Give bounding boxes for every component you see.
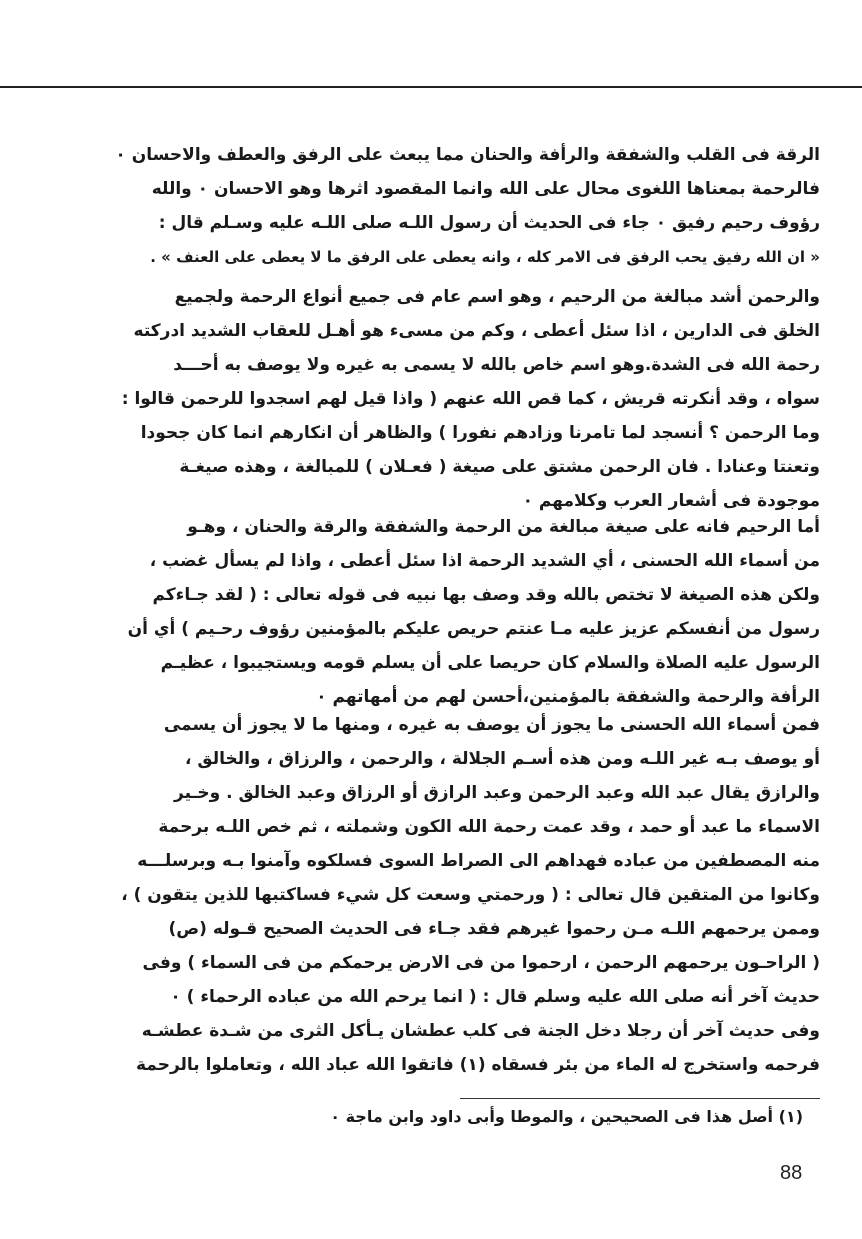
footnote-divider — [460, 1098, 820, 1099]
footnote: (١) أصل هذا فى الصحيحين ، والموطا وأبى داود وابن ماجة ٠ — [330, 1107, 803, 1126]
text-line: من أسماء الله الحسنى ، أي الشديد الرحمة اذا سئل أعطى ، واذا لم يسأل غضب ، — [149, 551, 820, 571]
text-line: ولكن هذه الصيغة لا تختص بالله وقد وصف بها نبيه فى قوله تعالى : ( لقد جـاءكم — [152, 585, 820, 605]
text-line: الرقة فى القلب والشفقة والرأفة والحنان مما يبعث على الرفق والعطف والاحسان ٠ — [115, 145, 820, 165]
text-line: وما الرحمن ؟ أنسجد لما تامرنا وزادهم نفورا ) والظاهر أن انكارهم انما كان جحودا — [140, 423, 820, 443]
text-line: الرأفة والرحمة والشفقة بالمؤمنين،أحسن لهم من أمهاتهم ٠ — [316, 687, 820, 707]
text-line: موجودة فى أشعار العرب وكلامهم ٠ — [522, 491, 820, 511]
paragraph-3 — [58, 510, 820, 714]
text-line: وممن يرحمهم اللـه مـن رحموا غيرهم فقد جـاء فى الحديث الصحيح قـوله (ص) — [168, 919, 820, 939]
text-line: الاسماء ما عبد أو حمد ، وقد عمت رحمة الله الكون وشملته ، ثم خص اللـه برحمة — [158, 817, 820, 837]
page-number: 88 — [780, 1162, 803, 1184]
header-rule — [0, 86, 862, 88]
text-line: « ان الله رفيق يحب الرفق فى الامر كله ، وانه يعطى على الرفق ما لا يعطى على العنف » . — [150, 248, 820, 266]
text-line: أو يوصف بـه غير اللـه ومن هذه أسـم الجلالة ، والرحمن ، والرزاق ، والخالق ، — [185, 749, 820, 769]
text-line: الخلق فى الدارين ، اذا سئل أعطى ، وكم من مسىء هو أهـل للعقاب الشديد ادركته — [133, 321, 820, 341]
text-line: الرسول عليه الصلاة والسلام كان حريصا على أن يسلم قومه ويستجيبوا ، عظيـم — [160, 653, 820, 673]
text-line: رسول من أنفسكم عزيز عليه مـا عنتم حريص عليكم بالمؤمنين رؤوف رحـيم ) أي أن — [127, 619, 820, 639]
text-line: والرازق يقال عبد الله وعبد الرحمن وعبد الرازق أو الرزاق وعبد الخالق . وخـير — [174, 783, 820, 803]
text-line: وفى حديث آخر أن رجلا دخل الجنة فى كلب عطشان يـأكل الثرى من شـدة عطشـه — [141, 1021, 820, 1041]
paragraph-1 — [58, 138, 820, 274]
text-line: فمن أسماء الله الحسنى ما يجوز أن يوصف به غيره ، ومنها ما لا يجوز أن يسمى — [163, 715, 820, 735]
text-line: وتعنتا وعنادا . فان الرحمن مشتق على صيغة ( فعـلان ) للمبالغة ، وهذه صيغـة — [179, 457, 820, 477]
text-line: رحمة الله فى الشدة.وهو اسم خاص بالله لا يسمى به غيره ولا يوصف به أحـــد — [173, 355, 820, 375]
text-line: والرحمن أشد مبالغة من الرحيم ، وهو اسم عام فى جميع أنواع الرحمة ولجميع — [174, 287, 820, 307]
paragraph-4 — [58, 708, 820, 1082]
text-line: منه المصطفين من عباده فهداهم الى الصراط السوى فسلكوه وآمنوا بـه وبرسلـــه — [137, 851, 820, 871]
paragraph-2 — [58, 280, 820, 518]
text-line: رؤوف رحيم رفيق ٠ جاء فى الحديث أن رسول اللـه صلى اللـه عليه وسـلم قال : — [158, 213, 820, 233]
text-line: فرحمه واستخرج له الماء من بئر فسقاه (١) فاتقوا الله عباد الله ، وتعاملوا بالرحمة — [136, 1055, 820, 1075]
text-line: أما الرحيم فانه على صيغة مبالغة من الرحمة والشفقة والرقة والحنان ، وهـو — [187, 517, 820, 537]
text-line: سواه ، وقد أنكرته قريش ، كما قص الله عنهم ( واذا قيل لهم اسجدوا للرحمن قالوا : — [121, 389, 820, 409]
text-line: وكانوا من المتقين قال تعالى : ( ورحمتي وسعت كل شيء فساكتبها للذين يتقون ) ، — [121, 885, 820, 905]
text-line: حديث آخر أنه صلى الله عليه وسلم قال : ( انما يرحم الله من عباده الرحماء ) ٠ — [170, 987, 820, 1007]
text-line: فالرحمة بمعناها اللغوى محال على الله وانما المقصود اثرها وهو الاحسان ٠ والله — [151, 179, 820, 199]
text-line: ( الراحـون يرحمهم الرحمن ، ارحموا من فى الارض يرحمكم من فى السماء ) وفى — [142, 953, 820, 973]
